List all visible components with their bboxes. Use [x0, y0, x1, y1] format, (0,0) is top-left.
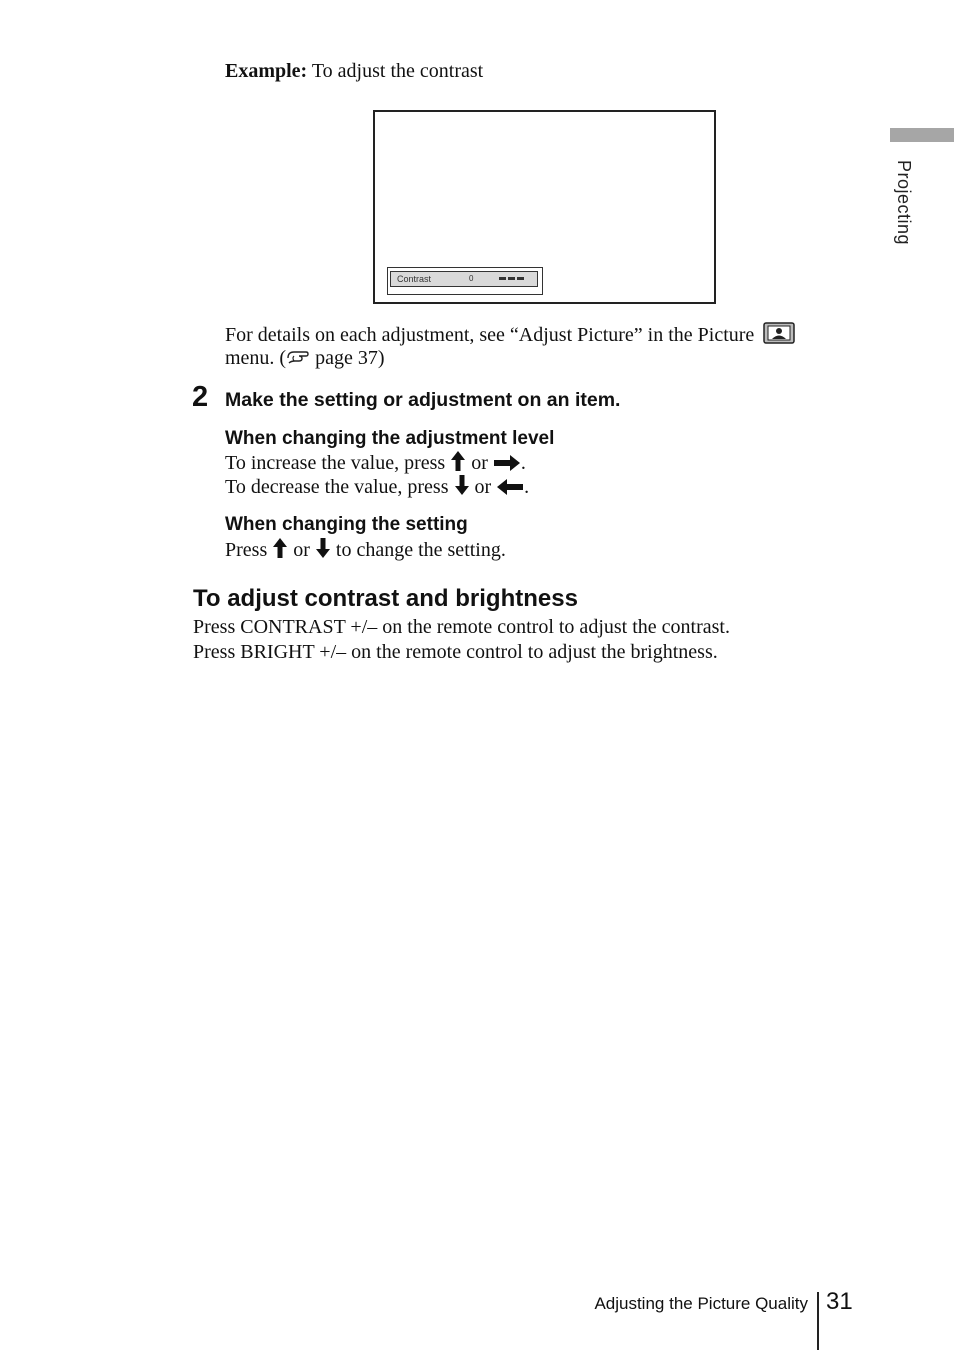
- step-number: [192, 382, 208, 417]
- osd-level-indicator: [499, 277, 525, 280]
- osd-adjustment-bar: [390, 271, 538, 287]
- section-title: [193, 585, 578, 616]
- details-text-2b: page 37): [310, 347, 385, 369]
- decrease-instruction: [225, 474, 529, 502]
- section-tab-label: Projecting: [894, 160, 914, 246]
- setting-heading: [225, 513, 468, 538]
- decrease-text-a: To decrease the value, press: [225, 476, 454, 498]
- pointing-hand-icon: [286, 349, 310, 373]
- section-tab-marker: [890, 128, 954, 142]
- osd-adjustment-box: [387, 267, 543, 295]
- setting-text-b: or: [288, 539, 315, 561]
- increase-text-c: .: [520, 452, 526, 474]
- setting-instruction: [225, 537, 506, 565]
- step-instruction: [225, 388, 620, 414]
- osd-label: Contrast: [397, 274, 432, 284]
- adjustment-heading: [225, 427, 554, 452]
- footer-divider: [817, 1292, 819, 1350]
- increase-text-b: or: [466, 452, 493, 474]
- step-number-text: 2: [192, 381, 209, 413]
- example-text: To adjust the contrast: [307, 60, 484, 82]
- details-line-2: [225, 346, 385, 373]
- adjustment-heading-text: When changing the adjustment level: [225, 428, 555, 449]
- decrease-text-c: .: [524, 476, 530, 498]
- example-caption: [225, 59, 483, 83]
- page-number: 31: [826, 1288, 853, 1315]
- decrease-text-b: or: [469, 476, 497, 498]
- osd-value: 0: [469, 274, 474, 283]
- setting-heading-text: When changing the setting: [225, 514, 468, 535]
- left-arrow-icon: [496, 478, 524, 502]
- setting-text-a: Press: [225, 539, 273, 561]
- section-line-2: Press BRIGHT +/– on the remote control to adjust the brightness.: [193, 641, 718, 663]
- step-instruction-text: Make the setting or adjustment on an item.: [225, 389, 621, 411]
- details-text-1: For details on each adjustment, see “Adjust Picture” in the Picture: [225, 324, 755, 346]
- increase-text-a: To increase the value, press: [225, 452, 451, 474]
- setting-text-c: to change the setting.: [330, 539, 506, 561]
- example-label: Example:: [225, 60, 308, 82]
- section-line-1: Press CONTRAST +/– on the remote control to adjust the contrast.: [193, 616, 730, 638]
- down-arrow-icon: [315, 537, 331, 565]
- details-text-2a: menu. (: [225, 347, 287, 369]
- footer-section-label: Adjusting the Picture Quality: [594, 1294, 808, 1313]
- down-arrow-icon: [454, 474, 470, 502]
- up-arrow-icon: [272, 537, 288, 565]
- projected-screen-illustration: [373, 110, 716, 304]
- picture-menu-icon: [763, 322, 795, 350]
- section-title-text: To adjust contrast and brightness: [193, 585, 578, 612]
